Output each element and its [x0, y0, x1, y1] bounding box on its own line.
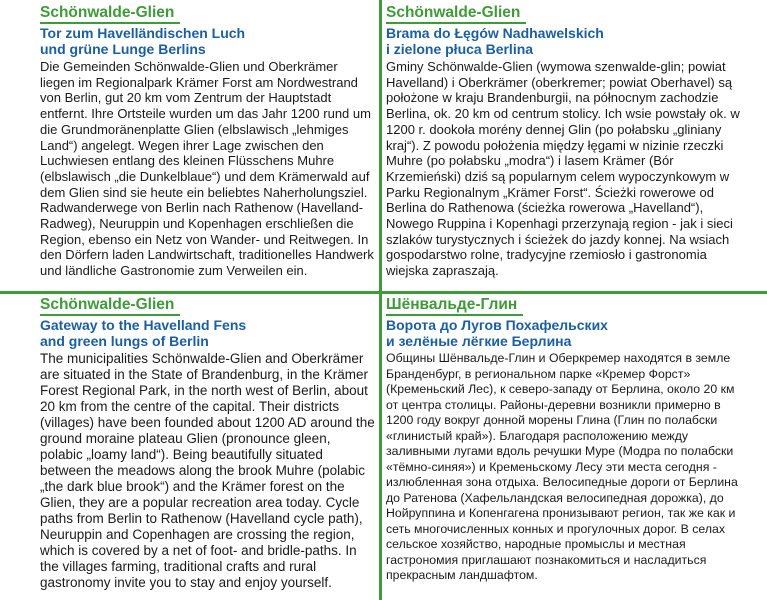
section-english [40, 296, 375, 596]
section-title-line-1: Gateway to the Havelland Fens [40, 317, 247, 333]
horizontal-divider [0, 291, 767, 294]
section-russian [386, 296, 746, 596]
place-heading: Schönwalde-Glien [40, 4, 180, 24]
section-title-line-1: Brama do Łęgów Nadhawelskich [386, 25, 604, 41]
section-body-text: The municipalities Schönwalde-Glien and Oberkrämer are situated in the State of Brandenburg, in the Krämer Forest Regional Park, in the north west of Berlin, about 20 km from the centre of the capital. Their districts (villages) have been founded about 1200 AD around the ground moraine plateau Glien (pronounce gleen, polabic „loamy land“). Being beautifully situated between the meadows along the brook Muhre (polabic „the dark blue brook“) and the Krämer forest on the Glien, they are a popular recreation area today. Cycle paths from Berlin to Rathenow (Havelland cycle path), Neuruppin and Copenhagen are crossing the region, which is covered by a net of foot- and bridle-paths. In the villages farming, traditional crafts and rural gastronomy invite you to stay and enjoy yourself. [40, 351, 375, 590]
section-title-line-2: and green lungs of Berlin [40, 333, 209, 349]
section-title-line-2: i zielone płuca Berlina [386, 41, 534, 57]
section-title-line-1: Tor zum Havelländischen Luch [40, 25, 246, 41]
section-body-text: Общины Шёнвальде-Глин и Оберкремер находятся в земле Бранденбург, в региональном парке «Кремер Форст» (Кременьский Лес), к северо-западу от Берлина, около 20 км от центра столицы. Районы-деревни возникли примерно в 1200 году вокруг донной морены Глина (Глин по полабски «глинистый край»). Благодаря расположению между заливными лугами вдоль речушки Муре (Модра по полабски «тёмно-синяя») и Кременьскому Лесу эти места сегодня - излюбленная зона отдыха. Велосипедные дороги от Берлина до Ратенова (Хафельландская велосипедная дорожка), до Нойруппина и Копенгагена пронизывают регион, так же как и сеть многочисленных конных и прогулочных дорог. В селах сельское хозяйство, народные промыслы и местная гастрономия приглашают познакомиться и насладиться прекрасным ландшафтом. [386, 351, 738, 582]
section-title-line-2: und grüne Lunge Berlins [40, 41, 206, 57]
section-german [40, 4, 375, 290]
section-body-text: Die Gemeinden Schönwalde-Glien und Oberkrämer liegen im Regionalpark Krämer Forst am Nordwestrand von Berlin, gut 20 km vom Zentrum der Hauptstadt entfernt. Ihre Ortsteile wurden um das Jahr 1200 rund um die Grundmoränenplatte Glien (elbslawisch „lehmiges Land“) angelegt. Wegen ihrer Lage zwischen den Luchwiesen entlang des kleinen Flüsschens Muhre (elbslawisch „die Dunkelblaue“) und dem Krämerwald auf dem Glien sind sie heute ein beliebtes Naherholungsziel. Radwanderwege von Berlin nach Rathenow (Havelland-Radweg), Neuruppin und Kopenhagen erschließen die Region, ebenso ein Netz von Wander- und Reitwegen. In den Dörfern laden Landwirtschaft, traditionelles Handwerk und ländliche Gastronomie zum Verweilen ein. [40, 59, 374, 279]
section-body-text: Gminy Schönwalde-Glien (wymowa szenwalde-glin; powiat Havelland) i Oberkrämer (oberkremer; powiat Oberhavel) są położone w kraju Brandenburgii, na północnym zachodzie Berlina, ok. 20 km od centrum stolicy. Ich wsie powstały ok. w 1200 r. dookoła morény dennej Glin (po połabsku „gliniany kraj“). Z powodu położenia między łęgami w nizinie rzeczki Muhre (po połabsku „modra“) i lasem Krämer (Bór Krzemieński) dziś są popularnym celem wypoczynkowym w Parku Regionalnym „Krämer Forst“. Ścieżki rowerowe od Berlina do Rathenowa (ścieżka rowerowa „Havelland“), Nowego Ruppina i Kopenhagi przerzynają region - jak i sieci szlaków turystycznych i ścieżek do jazdy konnej. Na wsiach gospodarstwo rolne, tradycyjne rzemiosło i gastronomia wiejska zapraszają. [386, 59, 740, 279]
vertical-divider [379, 0, 382, 600]
place-heading: Шёнвальде-Глин [386, 296, 523, 316]
place-heading: Schönwalde-Glien [386, 4, 526, 24]
place-heading: Schönwalde-Glien [40, 296, 180, 316]
section-title-line-2: и зелёные лёгкие Берлина [386, 333, 572, 349]
section-polish [386, 4, 746, 290]
section-title-line-1: Ворота до Лугов Похафельских [386, 317, 608, 333]
